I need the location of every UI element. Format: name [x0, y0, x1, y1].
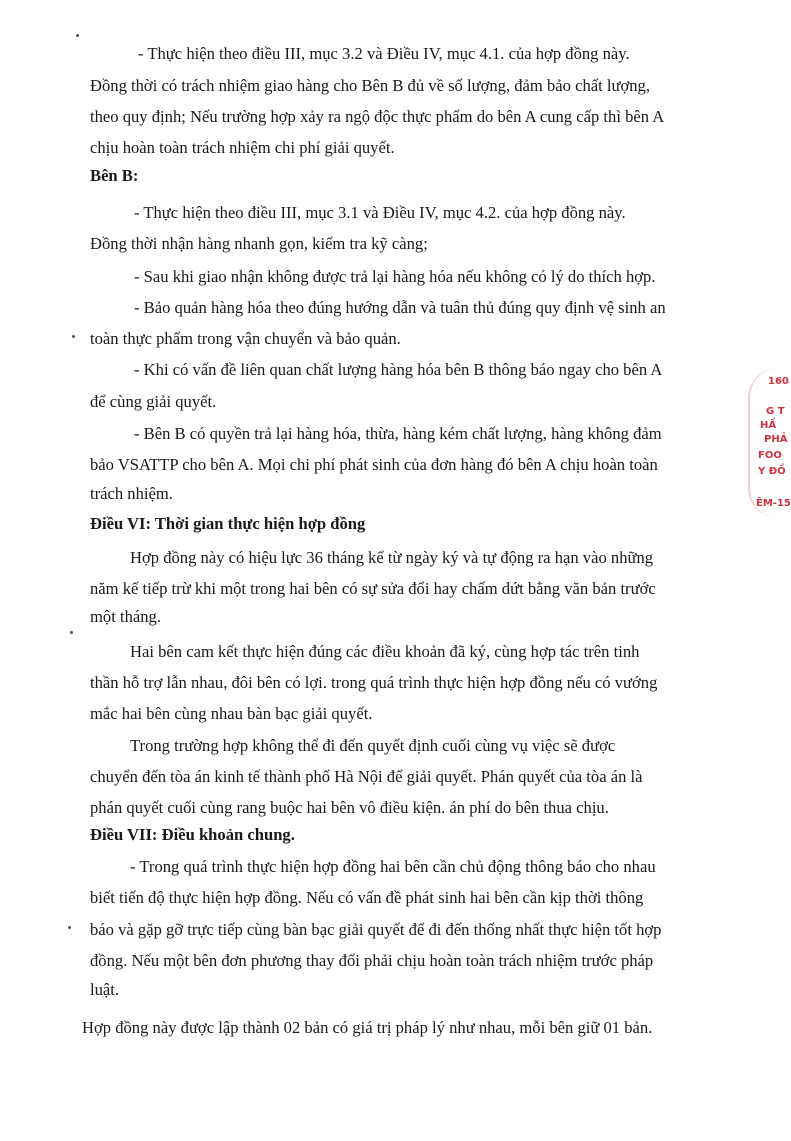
paragraph-line: để cùng giải quyết. [90, 392, 217, 411]
paragraph-line: trách nhiệm. [90, 484, 173, 503]
section-heading-dieu-vii: Điều VII: Điều khoản chung. [90, 825, 295, 844]
paragraph-line: - Sau khi giao nhận không được trả lại hàng hóa nếu không có lý do thích hợp. [134, 267, 656, 286]
paragraph-line: luật. [90, 980, 120, 999]
section-heading-dieu-vi: Điều VI: Thời gian thực hiện hợp đồng [90, 514, 366, 533]
paragraph-line: phán quyết cuối cùng rang buộc hai bên vô điều kiện. án phí do bên thua chịu. [90, 798, 609, 817]
scan-speck [76, 34, 79, 37]
paragraph-line: Hai bên cam kết thực hiện đúng các điều khoản đã ký, cùng hợp tác trên tinh [130, 642, 640, 661]
paragraph-line: đồng. Nếu một bên đơn phương thay đổi phải chịu hoàn toàn trách nhiệm trước pháp [90, 951, 654, 970]
paragraph-line: báo và gặp gỡ trực tiếp cùng bàn bạc giải quyết để đi đến thống nhất thực hiện tốt hợp [90, 920, 662, 939]
paragraph-line: mắc hai bên cùng nhau bàn bạc giải quyết. [90, 704, 373, 723]
closing-line: Hợp đồng này được lập thành 02 bản có giá trị pháp lý như nhau, mỗi bên giữ 01 bản. [82, 1018, 653, 1037]
paragraph-line: Đồng thời nhận hàng nhanh gọn, kiểm tra kỹ càng; [90, 234, 428, 253]
paragraph-line: thần hỗ trợ lẫn nhau, đôi bên có lợi. trong quá trình thực hiện hợp đồng nếu có vướng [90, 673, 658, 692]
stamp-text: ÊM-15 [756, 498, 791, 509]
stamp-text: FOO [758, 450, 782, 461]
paragraph-line: biết tiến độ thực hiện hợp đồng. Nếu có vấn đề phát sinh hai bên cần kịp thời thông [90, 888, 644, 907]
stamp-text: G T [766, 406, 785, 417]
paragraph-line: - Thực hiện theo điều III, mục 3.2 và Điều IV, mục 4.1. của hợp đồng này. [138, 44, 630, 63]
stamp-text: HẤ [760, 420, 777, 431]
paragraph-line: Hợp đồng này có hiệu lực 36 tháng kể từ ngày ký và tự động ra hạn vào những [130, 548, 654, 567]
scan-speck [68, 926, 71, 929]
paragraph-line: năm kế tiếp trừ khi một trong hai bên có sự sửa đổi hay chấm dứt bằng văn bản trước [90, 579, 656, 598]
scan-speck [72, 335, 75, 338]
paragraph-line: toàn thực phẩm trong vận chuyển và bảo quản. [90, 329, 401, 348]
section-heading-ben-b: Bên B: [90, 166, 139, 185]
stamp-text: PHẢ [764, 434, 788, 445]
stamp-text: 160 [768, 376, 789, 387]
paragraph-line: - Bên B có quyền trả lại hàng hóa, thừa, hàng kém chất lượng, hàng không đảm [134, 424, 662, 443]
paragraph-line: - Trong quá trình thực hiện hợp đồng hai bên cần chủ động thông báo cho nhau [130, 857, 656, 876]
paragraph-line: Đồng thời có trách nhiệm giao hàng cho Bên B đủ về số lượng, đảm bảo chất lượng, [90, 76, 650, 95]
paragraph-line: bảo VSATTP cho bên A. Mọi chi phí phát sinh của đơn hàng đó bên A chịu hoàn toàn [90, 455, 658, 474]
company-stamp [748, 368, 790, 518]
paragraph-line: chịu hoàn toàn trách nhiệm chi phí giải quyết. [90, 138, 395, 157]
paragraph-line: theo quy định; Nếu trường hợp xảy ra ngộ độc thực phẩm do bên A cung cấp thì bên A [90, 107, 665, 126]
paragraph-line: - Khi có vấn đề liên quan chất lượng hàng hóa bên B thông báo ngay cho bên A [134, 360, 663, 379]
paragraph-line: Trong trường hợp không thể đi đến quyết định cuối cùng vụ việc sẽ được [130, 736, 616, 755]
paragraph-line: - Thực hiện theo điều III, mục 3.1 và Điều IV, mục 4.2. của hợp đồng này. [134, 203, 626, 222]
paragraph-line: chuyển đến tòa án kinh tế thành phố Hà Nội để giải quyết. Phán quyết của tòa án là [90, 767, 643, 786]
stamp-text: Y ĐỒ [758, 466, 786, 477]
paragraph-line: - Bảo quản hàng hóa theo đúng hướng dẫn và tuân thủ đúng quy định vệ sinh an [134, 298, 666, 317]
paragraph-line: một tháng. [90, 607, 161, 626]
scan-speck [70, 631, 73, 634]
